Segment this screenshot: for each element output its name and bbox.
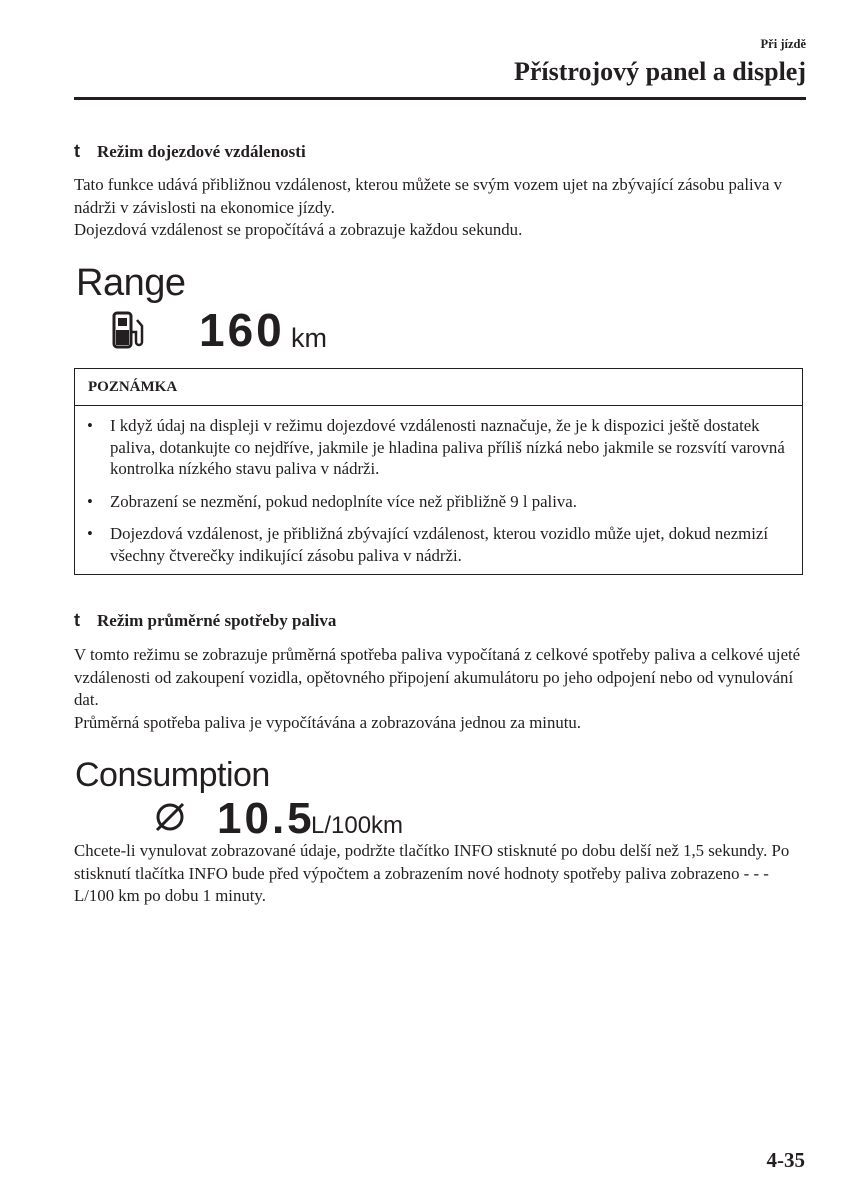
bullet-icon: • <box>87 524 93 543</box>
bullet-icon: • <box>87 491 93 511</box>
range-section-heading <box>74 141 306 162</box>
note-item-text: Dojezdová vzdálenost, je přibližná zbývající vzdálenost, kterou vozidlo může ujet, dokud nezmizí všechny čtverečky indikující zásobu paliva v nádrži. <box>110 524 768 565</box>
note-list <box>75 415 802 566</box>
reset-instructions <box>74 840 809 908</box>
range-display-value: 160 <box>199 304 285 356</box>
reset-paragraph: Chcete-li vynulovat zobrazované údaje, podržte tlačítko INFO stisknuté po dobu delší než 1,5 sekundy. Po stisknutí tlačítka INFO bude před výpočtem a zobrazením nové hodnoty spotřeby paliva zobrazeno - - - L/100 km po dobu 1 minuty. <box>74 841 790 906</box>
consumption-display-value: 10.5 <box>217 794 315 843</box>
consumption-description <box>74 644 809 734</box>
range-paragraph-2: Dojezdová vzdálenost se propočítává a zobrazuje každou sekundu. <box>74 220 523 240</box>
range-heading-text: Režim dojezdové vzdálenosti <box>97 142 306 161</box>
header-section-label: Při jízdě <box>760 37 806 51</box>
note-item <box>87 491 790 513</box>
section-marker: t <box>74 610 80 630</box>
header-divider <box>74 97 806 100</box>
range-description <box>74 174 809 242</box>
consumption-section-heading <box>74 610 336 631</box>
page-number: 4-35 <box>766 1148 805 1172</box>
fuel-pump-icon <box>111 310 149 350</box>
consumption-display-label: Consumption <box>75 756 270 794</box>
note-box <box>74 368 803 575</box>
consumption-paragraph-2: Průměrná spotřeba paliva je vypočítávána a zobrazována jednou za minutu. <box>74 712 581 732</box>
note-item-text: Zobrazení se nezmění, pokud nedoplníte více než přibližně 9 l paliva. <box>110 491 577 511</box>
consumption-paragraph-1: V tomto režimu se zobrazuje průměrná spotřeba paliva vypočítaná z celkové spotřeby paliva a celkové ujeté vzdálenosti od zakoupení vozidla, opětovného připojení akumulátoru po jeho odpojení nebo od vynulování dat. <box>74 645 801 710</box>
note-item <box>87 523 790 566</box>
range-display-unit: km <box>291 323 327 353</box>
section-marker: t <box>74 141 80 161</box>
range-paragraph-1: Tato funkce udává přibližnou vzdálenost, kterou můžete se svým vozem ujet na zbývající zásobu paliva v nádrži v závislosti na ekonomice jízdy. <box>74 175 783 217</box>
consumption-display-unit: L/100km <box>311 812 404 839</box>
consumption-heading-text: Režim průměrné spotřeby paliva <box>97 611 337 630</box>
note-heading: POZNÁMKA <box>75 369 802 406</box>
bullet-icon: • <box>87 416 93 435</box>
range-display-label: Range <box>76 262 186 304</box>
page-title: Přístrojový panel a displej <box>513 57 806 86</box>
note-item <box>87 415 790 480</box>
average-symbol-icon <box>152 799 188 835</box>
note-item-text: I když údaj na displeji v režimu dojezdové vzdálenosti naznačuje, že je k dispozici ještě dostatek paliva, dotankujte co nejdříve, jakmile je hladina paliva příliš nízká nebo jakmile se rozsvítí varovná kontrolka nízkého stavu paliva v nádrži. <box>110 416 785 478</box>
